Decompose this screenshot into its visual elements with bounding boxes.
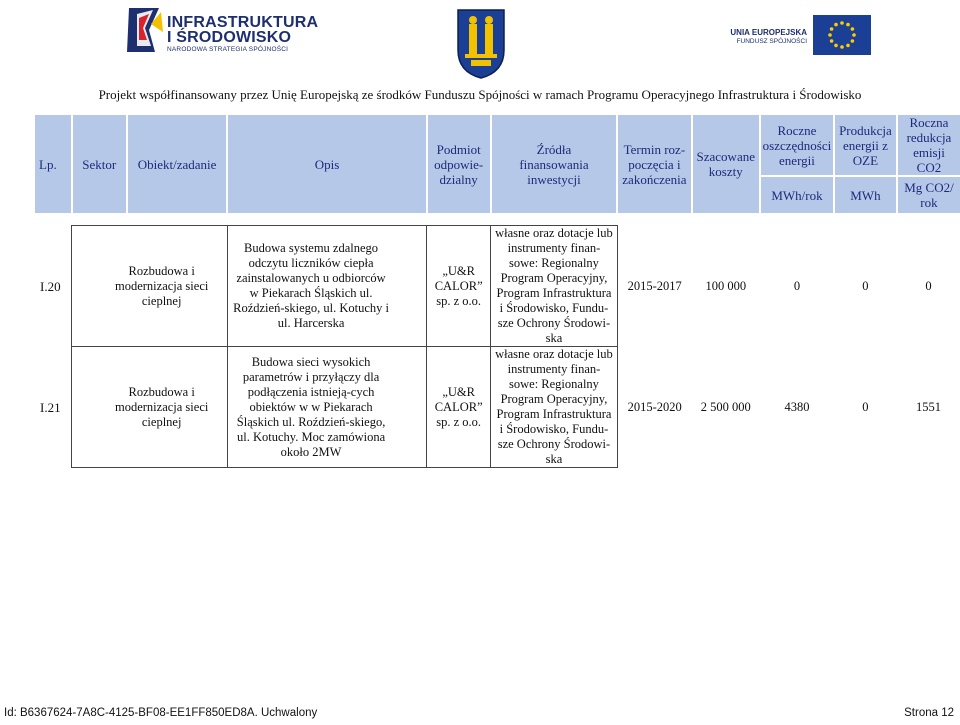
- cell-redukcja: 0: [925, 278, 932, 293]
- cell-obiekt: Rozbudowa i modernizacja sieci cieplnej: [72, 226, 228, 347]
- page-number: Strona 12: [904, 707, 954, 719]
- unit-produkcja: MWh: [834, 176, 897, 213]
- logo-infra-subtitle: I ŚRODOWISKO: [167, 29, 292, 46]
- eu-star-icon: [834, 23, 838, 27]
- eu-star-icon: [830, 39, 834, 43]
- eu-star-icon: [851, 27, 855, 31]
- cell-oszczednosci: 0: [793, 278, 801, 293]
- eu-star-icon: [851, 39, 855, 43]
- cofinancing-banner: Projekt współfinansowany przez Unię Europejską ze środków Funduszu Spójności w ramach Programu Operacyjnego Infrastruktura i Środowisko: [98, 87, 862, 102]
- cell-opis: Budowa systemu zdalnego odczytu liczników ciepła zainstalowanych u odbiorców w Piekarach Śląskich ul. Roździeń-skiego, ul. Kotuchy i ul. Harcerska: [227, 226, 426, 347]
- eu-star-icon: [834, 44, 838, 48]
- cell-oszczednosci: 4380: [784, 399, 810, 414]
- eu-logo: [715, 15, 875, 55]
- header-podmiot: Podmiot odpowie-dzialny: [427, 115, 491, 213]
- cell-zrodla: własne oraz dotacje lub instrumenty finan-sowe: Regionalny Program Operacyjny, Program Infrastruktura i Środowisko, Fundu-sze Ochrony Środowi-ska: [491, 347, 618, 468]
- cell-podmiot: „U&R CALOR” sp. z o.o.: [427, 226, 491, 347]
- header-zrodla: Źródła finansowania inwestycji: [491, 115, 618, 213]
- logo-infra-tagline: NARODOWA STRATEGIA SPÓJNOŚCI: [167, 46, 289, 53]
- cell-termin: 2015-2020: [627, 399, 682, 414]
- eu-star-icon: [846, 44, 850, 48]
- eu-star-icon: [846, 23, 850, 27]
- header-opis: Opis: [227, 115, 426, 213]
- eu-star-icon: [852, 33, 856, 37]
- header-sektor: Sektor: [72, 115, 127, 213]
- header-redukcja: Roczna redukcja emisji CO2: [897, 115, 960, 176]
- header-obiekt: Obiekt/zadanie: [127, 115, 228, 213]
- eu-star-icon: [840, 45, 844, 49]
- infrastruktura-logo: [125, 6, 319, 54]
- header-termin: Termin roz-poczęcia i zakończenia: [617, 115, 691, 213]
- cell-opis: Budowa sieci wysokich parametrów i przyłączy dla podłączenia istnieją-cych obiektów w w Piekarach Śląskich ul. Roździeń-skiego, ul. Kotuchy. Moc zamówiona około 2MW: [227, 347, 426, 468]
- logo-eu-title: UNIA EUROPEJSKA: [730, 28, 807, 37]
- logo-eu-subtitle: FUNDUSZ SPÓJNOŚCI: [736, 38, 807, 45]
- table-row: [35, 226, 960, 347]
- header-lp: Lp.: [35, 115, 72, 213]
- cell-redukcja: 1551: [915, 399, 941, 414]
- cell-lp: I.20: [40, 278, 61, 294]
- cell-obiekt: Rozbudowa i modernizacja sieci cieplnej: [72, 347, 228, 468]
- cell-koszty: 2 500 000: [700, 399, 751, 414]
- unit-oszczednosci: MWh/rok: [760, 176, 834, 213]
- eu-flag-icon: [813, 15, 871, 55]
- eu-star-icon: [828, 33, 832, 37]
- header-produkcja: Produkcja energii z OZE: [834, 115, 897, 176]
- cell-lp: I.21: [40, 399, 61, 415]
- document-id: Id: B6367624-7A8C-4125-BF08-EE1FF850ED8A. Uchwalony: [4, 707, 318, 719]
- logo-infra-title: INFRASTRUKTURA: [167, 14, 319, 31]
- cell-podmiot: „U&R CALOR” sp. z o.o.: [427, 347, 491, 468]
- eu-star-icon: [830, 27, 834, 31]
- cell-produkcja: 0: [862, 278, 869, 293]
- eu-star-icon: [840, 21, 844, 25]
- cell-koszty: 100 000: [705, 278, 747, 293]
- unit-redukcja: Mg CO2/ rok: [897, 176, 960, 213]
- cell-zrodla: własne oraz dotacje lub instrumenty finan-sowe: Regionalny Program Operacyjny, Program Infrastruktura i Środowisko, Fundu-sze Ochrony Środowi-ska: [491, 226, 618, 347]
- header-koszty: Szacowane koszty: [692, 115, 760, 213]
- header-oszczednosci: Roczne oszczędności energii: [760, 115, 834, 176]
- infrastruktura-logo-icon: [125, 6, 165, 54]
- investment-table: [35, 115, 960, 468]
- cell-termin: 2015-2017: [627, 278, 682, 293]
- city-crest-icon: [455, 4, 507, 80]
- table-row: [35, 347, 960, 468]
- cell-produkcja: 0: [862, 399, 869, 414]
